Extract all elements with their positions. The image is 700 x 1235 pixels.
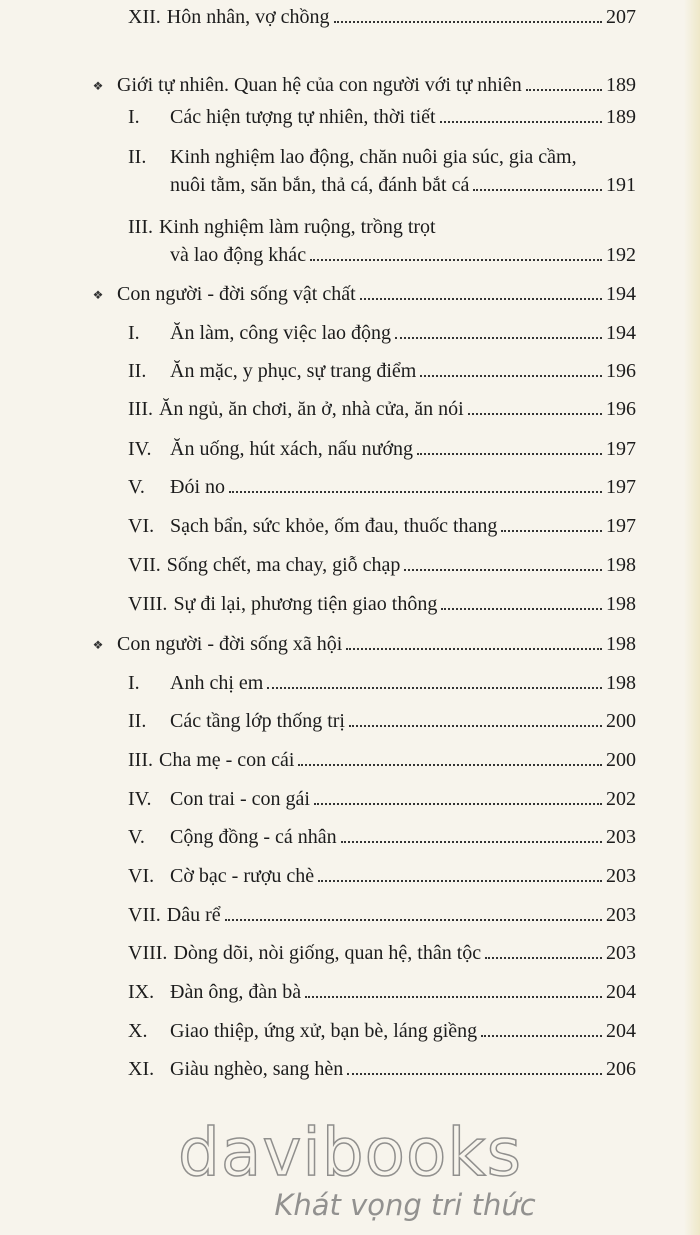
toc-entry <box>128 936 636 966</box>
diamond-bullet-icon: ❖ <box>92 288 104 302</box>
entry-title: Đói no <box>170 476 225 498</box>
page-number: 189 <box>606 74 636 96</box>
page-number: 202 <box>606 788 636 810</box>
diamond-bullet-icon: ❖ <box>92 638 104 652</box>
page-number: 196 <box>606 398 636 420</box>
dot-leader <box>334 21 602 23</box>
entry-title: Kinh nghiệm làm ruộng, trồng trọt <box>158 216 436 238</box>
entry-title: Cờ bạc - rượu chè <box>170 865 315 887</box>
section-heading <box>117 277 636 307</box>
toc-entry <box>128 820 636 850</box>
page-number: 203 <box>606 904 636 926</box>
toc-entry <box>128 392 636 422</box>
page-number: 198 <box>606 633 636 655</box>
entry-title: Cộng đồng - cá nhân <box>170 826 337 848</box>
dot-leader <box>310 259 602 261</box>
toc-entry <box>128 140 636 170</box>
entry-title: Cha mẹ - con cái <box>158 749 295 771</box>
page-number: 206 <box>606 1058 636 1080</box>
page-number: 198 <box>606 554 636 576</box>
toc-entry <box>128 666 636 696</box>
entry-title: Sự đi lại, phương tiện giao thông <box>173 593 438 615</box>
page-number: 197 <box>606 476 636 498</box>
toc-entry <box>128 548 636 578</box>
page-number: 203 <box>606 942 636 964</box>
entry-number: II. <box>128 360 147 382</box>
dot-leader <box>341 841 602 843</box>
entry-number: XI. <box>128 1058 155 1080</box>
dot-leader <box>318 880 602 882</box>
dot-leader <box>347 1073 602 1075</box>
page-number: 196 <box>606 360 636 382</box>
entry-number: II. <box>128 146 147 168</box>
toc-entry <box>128 354 636 384</box>
toc-entry <box>128 782 636 812</box>
entry-number: VII. <box>128 904 161 926</box>
entry-number: IV. <box>128 438 152 460</box>
section-title: Giới tự nhiên. Quan hệ của con người với tự nhiên <box>117 74 522 96</box>
page-number: 203 <box>606 865 636 887</box>
entry-number: X. <box>128 1020 148 1042</box>
entry-number: VII. <box>128 554 161 576</box>
dot-leader <box>314 803 602 805</box>
dot-leader <box>526 89 602 91</box>
page-number: 207 <box>606 6 636 28</box>
entry-number: II. <box>128 710 147 732</box>
page-number: 204 <box>606 1020 636 1042</box>
toc-entry <box>128 210 636 240</box>
entry-title: Các hiện tượng tự nhiên, thời tiết <box>170 106 436 128</box>
toc-entry <box>128 100 636 130</box>
toc-entry <box>128 1052 636 1082</box>
entry-title: Sạch bẩn, sức khỏe, ốm đau, thuốc thang <box>170 515 498 537</box>
entry-number: I. <box>128 322 140 344</box>
entry-title: Hôn nhân, vợ chồng <box>166 6 330 28</box>
watermark-brand: davibooks <box>178 1114 522 1191</box>
toc-entry-continuation <box>170 238 636 268</box>
toc-entry <box>128 587 636 617</box>
entry-title: và lao động khác <box>170 244 307 266</box>
section-title: Con người - đời sống xã hội <box>117 633 343 655</box>
page-number: 198 <box>606 593 636 615</box>
dot-leader <box>225 919 602 921</box>
entry-number: V. <box>128 826 145 848</box>
dot-leader <box>473 189 602 191</box>
page-number: 194 <box>606 322 636 344</box>
page-number: 200 <box>606 749 636 771</box>
entry-number: VI. <box>128 515 155 537</box>
page-number: 194 <box>606 283 636 305</box>
page-number: 203 <box>606 826 636 848</box>
dot-leader <box>485 957 602 959</box>
entry-title: Giao thiệp, ứng xử, bạn bè, láng giềng <box>170 1020 478 1042</box>
dot-leader <box>501 530 602 532</box>
page-number: 200 <box>606 710 636 732</box>
entry-title: Con trai - con gái <box>170 788 310 810</box>
dot-leader <box>441 608 602 610</box>
toc-entry <box>128 470 636 500</box>
page-number: 198 <box>606 672 636 694</box>
dot-leader <box>346 648 602 650</box>
entry-title: nuôi tằm, săn bắn, thả cá, đánh bắt cá <box>170 174 470 196</box>
entry-number: III. <box>128 749 153 771</box>
entry-title: Ăn mặc, y phục, sự trang điểm <box>170 360 417 382</box>
dot-leader <box>360 298 602 300</box>
entry-number: V. <box>128 476 145 498</box>
entry-number: III. <box>128 216 153 238</box>
page-number: 189 <box>606 106 636 128</box>
page-edge-shadow <box>684 0 700 1235</box>
dot-leader <box>417 453 602 455</box>
dot-leader <box>267 687 602 689</box>
entry-number: IX. <box>128 981 155 1003</box>
page-number: 192 <box>606 244 636 266</box>
entry-number: VI. <box>128 865 155 887</box>
page-number: 191 <box>606 174 636 196</box>
entry-number: IV. <box>128 788 152 810</box>
dot-leader <box>440 121 602 123</box>
toc-entry <box>128 898 636 928</box>
entry-number: I. <box>128 672 140 694</box>
page-number: 197 <box>606 438 636 460</box>
entry-title: Ăn uống, hút xách, nấu nướng <box>170 438 414 460</box>
entry-number: XII. <box>128 6 161 28</box>
toc-entry-continuation <box>170 168 636 198</box>
dot-leader <box>229 491 602 493</box>
toc-entry <box>128 1014 636 1044</box>
section-title: Con người - đời sống vật chất <box>117 283 356 305</box>
watermark-tagline: Khát vọng tri thức <box>274 1188 536 1222</box>
entry-number: I. <box>128 106 140 128</box>
toc-entry <box>128 0 636 30</box>
entry-title: Kinh nghiệm lao động, chăn nuôi gia súc, gia cầm, <box>170 146 577 168</box>
entry-title: Dâu rể <box>166 904 221 926</box>
entry-title: Đàn ông, đàn bà <box>170 981 302 1003</box>
entry-title: Ăn làm, công việc lao động <box>170 322 392 344</box>
dot-leader <box>395 337 602 339</box>
entry-title: Dòng dõi, nòi giống, quan hệ, thân tộc <box>173 942 482 964</box>
dot-leader <box>468 413 602 415</box>
entry-title: Anh chị em <box>170 672 264 694</box>
toc-entry <box>128 316 636 346</box>
dot-leader <box>305 996 602 998</box>
toc-entry <box>128 509 636 539</box>
entry-title: Sống chết, ma chay, giỗ chạp <box>166 554 401 576</box>
entry-title: Ăn ngủ, ăn chơi, ăn ở, nhà cửa, ăn nói <box>158 398 464 420</box>
section-heading <box>117 68 636 98</box>
toc-entry <box>128 859 636 889</box>
entry-title: Các tầng lớp thống trị <box>170 710 345 732</box>
entry-number: VIII. <box>128 942 168 964</box>
toc-entry <box>128 432 636 462</box>
dot-leader <box>404 569 602 571</box>
page-number: 204 <box>606 981 636 1003</box>
entry-number: VIII. <box>128 593 168 615</box>
section-heading <box>117 627 636 657</box>
entry-title: Giàu nghèo, sang hèn <box>170 1058 344 1080</box>
page-number: 197 <box>606 515 636 537</box>
dot-leader <box>298 764 602 766</box>
toc-entry <box>128 743 636 773</box>
dot-leader <box>420 375 602 377</box>
toc-entry <box>128 975 636 1005</box>
dot-leader <box>349 725 602 727</box>
dot-leader <box>481 1035 602 1037</box>
entry-number: III. <box>128 398 153 420</box>
diamond-bullet-icon: ❖ <box>92 79 104 93</box>
toc-entry <box>128 704 636 734</box>
